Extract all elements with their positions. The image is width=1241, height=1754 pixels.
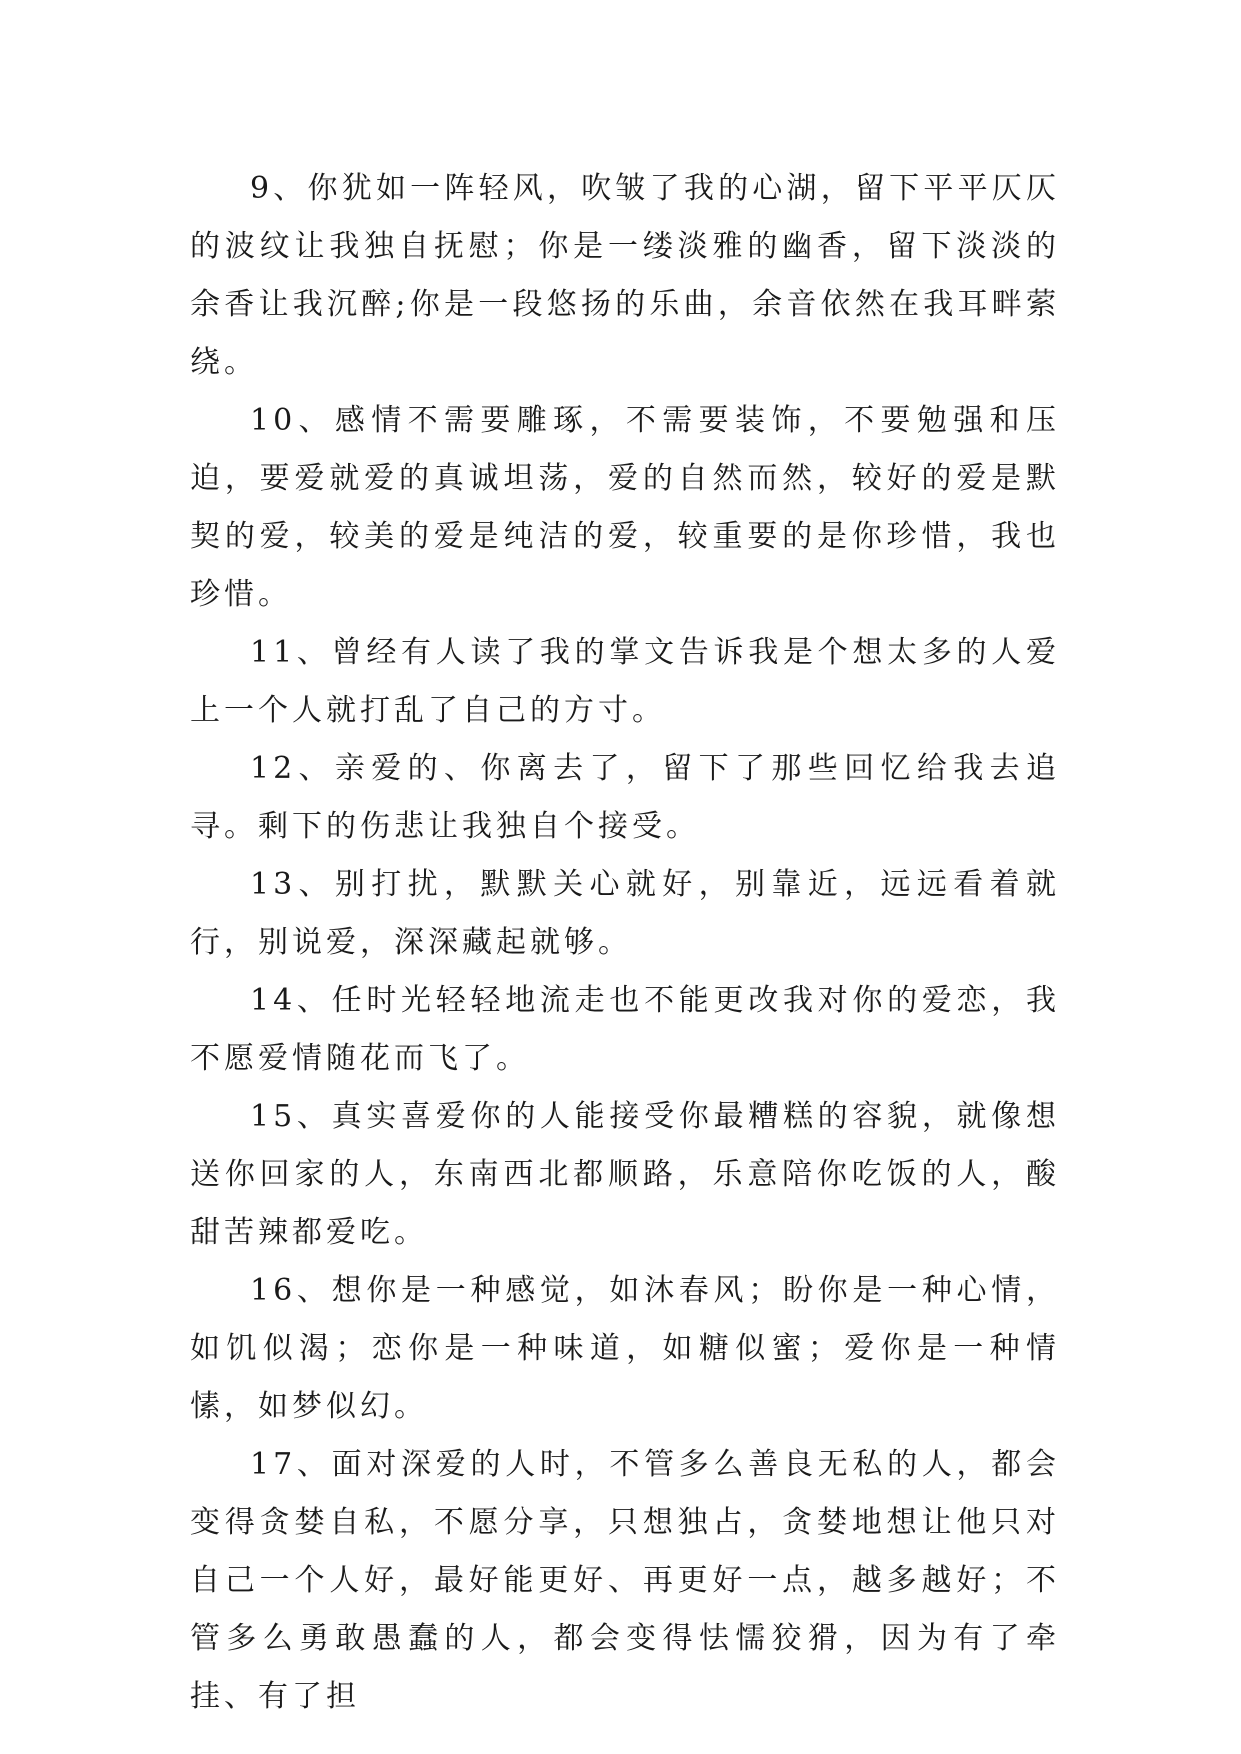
paragraph-12: 12、亲爱的、你离去了，留下了那些回忆给我去追寻。剩下的伤悲让我独自个接受。 [190, 751, 1060, 844]
paragraph-11: 11、曾经有人读了我的掌文告诉我是个想太多的人爱上一个人就打乱了自己的方寸。 [190, 635, 1060, 728]
paragraph-9: 9、你犹如一阵轻风，吹皱了我的心湖，留下平平仄仄的波纹让我独自抚慰；你是一缕淡雅的幽香，留下淡淡的余香让我沉醉;你是一段悠扬的乐曲，余音依然在我耳畔萦绕。 [190, 171, 1060, 380]
paragraph-14: 14、任时光轻轻地流走也不能更改我对你的爱恋，我不愿爱情随花而飞了。 [190, 983, 1060, 1076]
paragraph-17: 17、面对深爱的人时，不管多么善良无私的人，都会变得贪婪自私，不愿分享，只想独占，贪婪地想让他只对自己一个人好，最好能更好、再更好一点，越多越好；不管多么勇敢愚蠢的人，都会变得怯懦狡猾，因为有了牵挂、有了担 [190, 1447, 1060, 1714]
paragraph-16: 16、想你是一种感觉，如沐春风；盼你是一种心情，如饥似渴；恋你是一种味道，如糖似蜜；爱你是一种情愫，如梦似幻。 [190, 1273, 1060, 1424]
document-body [190, 160, 1060, 1726]
paragraph-13: 13、别打扰，默默关心就好，别靠近，远远看着就行，别说爱，深深藏起就够。 [190, 867, 1060, 960]
paragraph-15: 15、真实喜爱你的人能接受你最糟糕的容貌，就像想送你回家的人，东南西北都顺路，乐意陪你吃饭的人，酸甜苦辣都爱吃。 [190, 1099, 1060, 1250]
paragraph-10: 10、感情不需要雕琢，不需要装饰，不要勉强和压迫，要爱就爱的真诚坦荡，爱的自然而然，较好的爱是默契的爱，较美的爱是纯洁的爱，较重要的是你珍惜，我也珍惜。 [190, 403, 1060, 612]
